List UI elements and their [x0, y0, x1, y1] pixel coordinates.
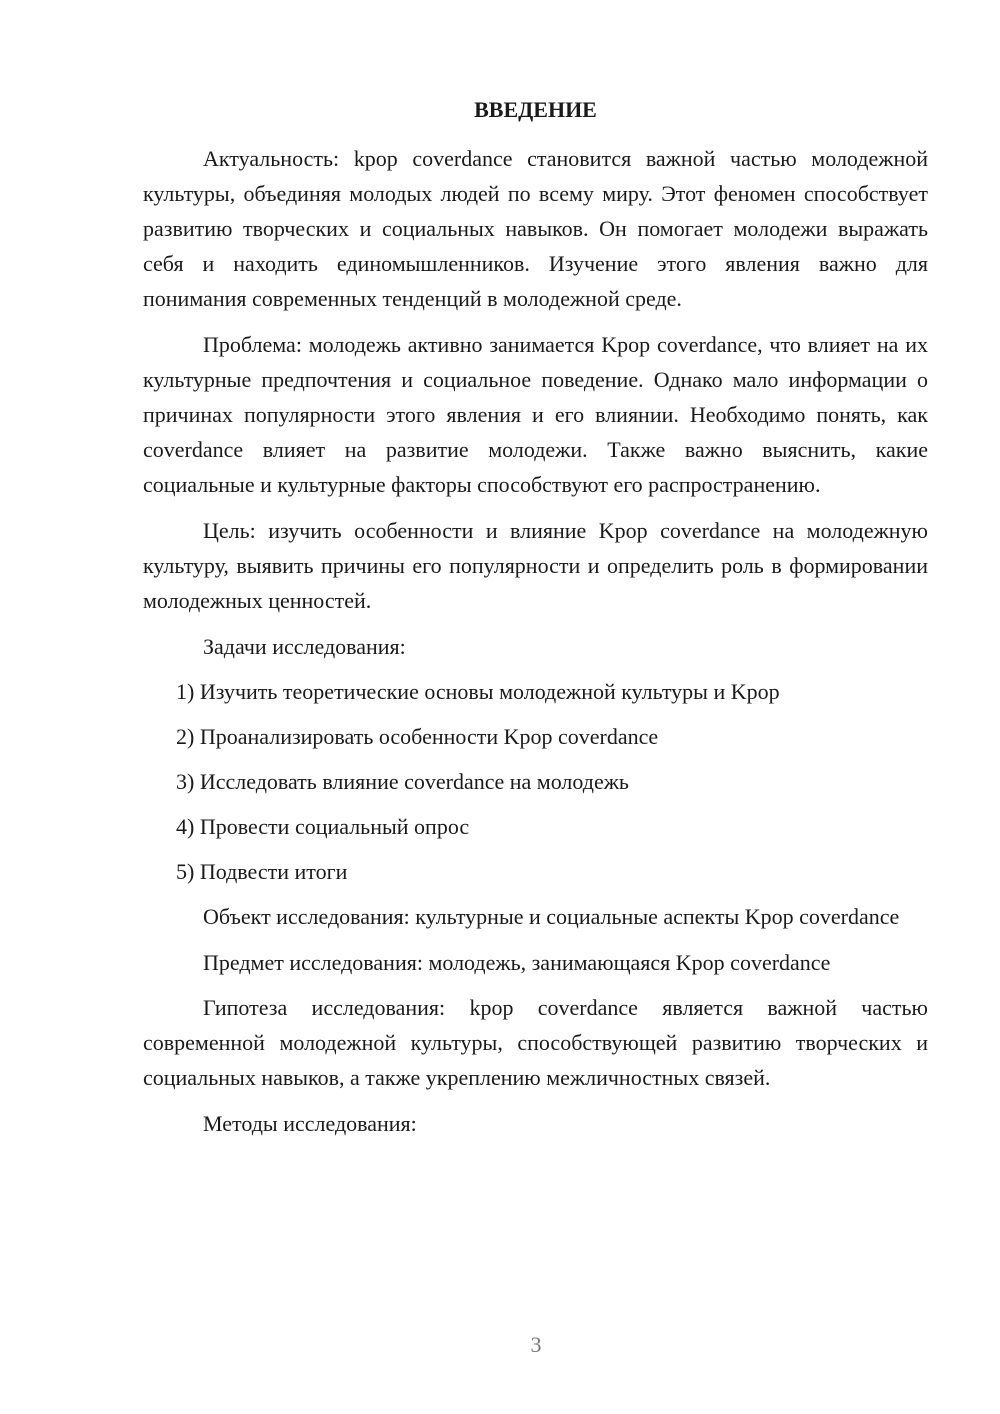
relevance-paragraph: Актуальность: kpop coverdance становится важной частью молодежной культуры, объединяя молодых людей по всему миру. Этот феномен способствует развитию творческих и социальных навыков. Он помогает молодежи выражать себя и находить единомышленников. Изучение этого явления важно для понимания современных тенденций в молодежной среде. [143, 146, 928, 311]
object-paragraph: Объект исследования: культурные и социальные аспекты Kpop coverdance [203, 904, 900, 929]
hypothesis-paragraph: Гипотеза исследования: kpop coverdance является важной частью современной молодежной культуры, способствующей развитию творческих и социальных навыков, а также укреплению межличностных связей. [143, 995, 928, 1090]
task-item-2: 2) Проанализировать особенности Kpop coverdance [176, 724, 659, 749]
task-item-5: 5) Подвести итоги [176, 859, 348, 884]
page-number: 3 [530, 1332, 542, 1357]
subject-paragraph: Предмет исследования: молодежь, занимающаяся Kpop coverdance [203, 950, 831, 975]
goal-paragraph: Цель: изучить особенности и влияние Kpop coverdance на молодежную культуру, выявить причины его популярности и определить роль в формировании молодежных ценностей. [143, 518, 928, 613]
task-item-1: 1) Изучить теоретические основы молодежной культуры и Kpop [176, 679, 780, 704]
task-item-3: 3) Исследовать влияние coverdance на молодежь [176, 769, 629, 794]
task-item-4: 4) Провести социальный опрос [176, 814, 470, 839]
problem-paragraph: Проблема: молодежь активно занимается Kpop coverdance, что влияет на их культурные предпочтения и социальное поведение. Однако мало информации о причинах популярности этого явления и его влиянии. Необходимо понять, как coverdance влияет на развитие молодежи. Также важно выяснить, какие социальные и культурные факторы способствуют его распространению. [143, 332, 928, 497]
page-title: ВВЕДЕНИЕ [474, 97, 597, 122]
tasks-list [143, 674, 928, 889]
document-page [143, 92, 928, 1151]
methods-heading: Методы исследования: [203, 1111, 417, 1136]
tasks-heading: Задачи исследования: [203, 634, 406, 659]
